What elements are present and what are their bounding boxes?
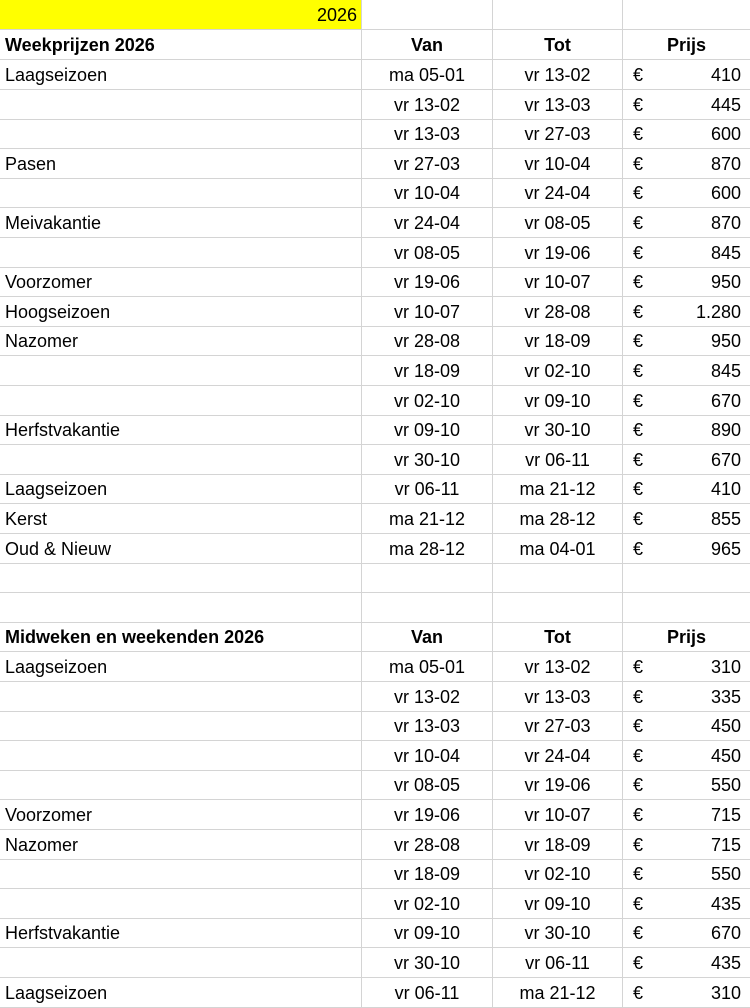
empty-row [0,563,750,593]
header-van[interactable]: Van [410,627,444,647]
season-cell[interactable] [0,445,361,474]
from-date-cell[interactable]: vr 13-03 [393,124,461,144]
price-cell[interactable] [623,978,750,1007]
from-date-cell[interactable]: vr 27-03 [393,154,461,174]
to-date-cell[interactable]: vr 27-03 [524,124,591,144]
euro-symbol: € [633,302,644,322]
price-cell[interactable] [623,830,750,859]
to-date-cell[interactable]: vr 02-10 [524,864,591,884]
from-date-cell[interactable]: ma 21-12 [388,509,466,529]
euro-symbol: € [633,864,644,884]
price-amount: 670 [710,923,741,943]
season-cell[interactable]: Laagseizoen [5,983,108,1003]
season-cell[interactable] [0,948,361,977]
from-date-cell[interactable]: vr 30-10 [393,953,461,973]
season-cell[interactable] [0,770,361,799]
to-date-cell[interactable]: vr 06-11 [525,953,590,973]
table-row [0,60,750,90]
to-date-cell[interactable]: vr 24-04 [524,183,591,203]
price-cell[interactable] [623,682,750,711]
euro-symbol: € [633,805,644,825]
season-cell[interactable]: Pasen [5,154,57,174]
header-prijs[interactable]: Prijs [666,627,707,647]
from-date-cell[interactable]: ma 05-01 [388,65,466,85]
price-cell[interactable] [623,178,750,207]
price-amount: 450 [710,716,741,736]
table-row [0,356,750,386]
season-cell[interactable] [0,741,361,770]
from-date-cell[interactable]: vr 13-02 [393,95,461,115]
to-date-cell[interactable]: vr 13-03 [524,687,591,707]
season-cell[interactable]: Voorzomer [5,272,93,292]
to-date-cell[interactable]: vr 13-02 [524,65,591,85]
euro-symbol: € [633,716,644,736]
euro-symbol: € [633,953,644,973]
price-cell[interactable] [623,119,750,148]
table-row [0,534,750,564]
euro-symbol: € [633,657,644,677]
from-date-cell[interactable]: vr 02-10 [393,894,461,914]
table-row [0,208,750,238]
from-date-cell[interactable]: vr 09-10 [393,420,461,440]
price-cell[interactable] [623,948,750,977]
price-amount: 335 [710,687,741,707]
to-date-cell[interactable]: ma 28-12 [519,509,596,529]
to-date-cell[interactable]: vr 10-04 [524,154,591,174]
to-date-cell[interactable]: vr 13-03 [524,95,591,115]
season-cell[interactable] [0,356,361,385]
euro-symbol: € [633,213,644,233]
from-date-cell[interactable]: vr 06-11 [394,983,460,1003]
to-date-cell[interactable]: vr 02-10 [524,361,591,381]
price-cell[interactable] [623,918,750,947]
season-cell[interactable]: Oud & Nieuw [5,539,112,559]
from-date-cell[interactable]: vr 06-11 [394,479,460,499]
from-date-cell[interactable]: vr 10-04 [393,746,461,766]
table-row [0,119,750,149]
price-cell[interactable] [623,297,750,326]
price-amount: 1.280 [695,302,741,322]
price-amount: 410 [710,65,741,85]
euro-symbol: € [633,95,644,115]
price-cell[interactable] [623,800,750,829]
to-date-cell[interactable]: ma 21-12 [519,983,596,1003]
from-date-cell[interactable]: vr 28-08 [393,835,461,855]
week-table-title[interactable]: Weekprijzen 2026 [5,35,155,55]
to-date-cell[interactable]: vr 24-04 [524,746,591,766]
to-date-cell[interactable]: vr 13-02 [524,657,591,677]
euro-symbol: € [633,923,644,943]
price-cell[interactable] [623,534,750,563]
season-cell[interactable] [0,682,361,711]
price-cell[interactable] [623,386,750,415]
euro-symbol: € [633,361,644,381]
table-row [0,711,750,741]
price-cell[interactable] [623,770,750,799]
table-row [0,267,750,297]
table-row [0,445,750,475]
header-tot[interactable]: Tot [544,627,571,647]
price-amount: 550 [710,864,741,884]
table-row [0,830,750,860]
price-cell[interactable] [623,267,750,296]
euro-symbol: € [633,391,644,411]
euro-symbol: € [633,272,644,292]
price-amount: 670 [710,391,741,411]
euro-symbol: € [633,539,644,559]
season-cell[interactable]: Voorzomer [5,805,93,825]
price-amount: 310 [710,983,741,1003]
to-date-cell[interactable]: vr 30-10 [524,420,591,440]
price-amount: 715 [710,805,741,825]
season-cell[interactable] [0,711,361,740]
price-amount: 890 [710,420,741,440]
table-row [0,652,750,682]
season-cell[interactable]: Meivakantie [5,213,102,233]
price-amount: 870 [710,213,741,233]
year-row [0,0,750,30]
price-amount: 670 [710,450,741,470]
table-row [0,90,750,120]
season-cell[interactable]: Herfstvakantie [5,420,121,440]
price-cell[interactable] [623,889,750,918]
week-table-header [0,30,750,60]
year-cell[interactable]: 2026 [0,0,361,29]
table-row [0,978,750,1008]
euro-symbol: € [633,183,644,203]
table-row [0,149,750,179]
season-cell[interactable]: Laagseizoen [5,65,108,85]
empty-row [0,593,750,623]
table-row [0,948,750,978]
price-amount: 870 [710,154,741,174]
price-amount: 965 [710,539,741,559]
season-cell[interactable] [0,889,361,918]
to-date-cell[interactable]: vr 28-08 [524,302,591,322]
price-amount: 410 [710,479,741,499]
euro-symbol: € [633,450,644,470]
euro-symbol: € [633,894,644,914]
table-row [0,889,750,919]
euro-symbol: € [633,154,644,174]
season-cell[interactable] [0,90,361,119]
price-amount: 445 [710,95,741,115]
euro-symbol: € [633,775,644,795]
price-amount: 600 [710,124,741,144]
table-row [0,178,750,208]
from-date-cell[interactable]: vr 18-09 [393,361,461,381]
to-date-cell[interactable]: vr 10-07 [524,272,591,292]
price-cell[interactable] [623,474,750,503]
season-cell[interactable]: Hoogseizoen [5,302,111,322]
header-prijs[interactable]: Prijs [666,35,707,55]
table-row [0,918,750,948]
table-row [0,238,750,268]
table-row [0,504,750,534]
price-cell[interactable] [623,149,750,178]
to-date-cell[interactable]: vr 18-09 [524,331,591,351]
midweek-table-header [0,622,750,652]
season-cell[interactable] [0,386,361,415]
euro-symbol: € [633,65,644,85]
from-date-cell[interactable]: vr 10-07 [393,302,461,322]
to-date-cell[interactable]: ma 04-01 [519,539,596,559]
from-date-cell[interactable]: vr 13-03 [393,716,461,736]
from-date-cell[interactable]: ma 28-12 [388,539,466,559]
price-amount: 950 [710,272,741,292]
table-row [0,770,750,800]
from-date-cell[interactable]: vr 02-10 [393,391,461,411]
to-date-cell[interactable]: vr 06-11 [525,450,590,470]
from-date-cell[interactable]: vr 08-05 [393,775,461,795]
to-date-cell[interactable]: ma 21-12 [519,479,596,499]
price-cell[interactable] [623,504,750,533]
from-date-cell[interactable]: vr 28-08 [393,331,461,351]
price-cell[interactable] [623,652,750,681]
price-amount: 550 [710,775,741,795]
to-date-cell[interactable]: vr 30-10 [524,923,591,943]
price-cell[interactable] [623,326,750,355]
season-cell[interactable]: Nazomer [5,835,79,855]
price-cell[interactable] [623,445,750,474]
euro-symbol: € [633,479,644,499]
to-date-cell[interactable]: vr 19-06 [524,775,591,795]
price-amount: 845 [710,243,741,263]
to-date-cell[interactable]: vr 19-06 [524,243,591,263]
header-van[interactable]: Van [410,35,444,55]
season-cell[interactable] [0,119,361,148]
from-date-cell[interactable]: vr 13-02 [393,687,461,707]
to-date-cell[interactable]: vr 09-10 [524,894,591,914]
from-date-cell[interactable]: vr 10-04 [393,183,461,203]
from-date-cell[interactable]: vr 08-05 [393,243,461,263]
from-date-cell[interactable]: ma 05-01 [388,657,466,677]
price-amount: 310 [710,657,741,677]
euro-symbol: € [633,835,644,855]
table-row [0,415,750,445]
price-cell[interactable] [623,356,750,385]
season-cell[interactable] [0,178,361,207]
table-row [0,386,750,416]
price-amount: 435 [710,894,741,914]
from-date-cell[interactable]: vr 09-10 [393,923,461,943]
euro-symbol: € [633,746,644,766]
euro-symbol: € [633,983,644,1003]
season-cell[interactable]: Laagseizoen [5,657,108,677]
season-cell[interactable]: Laagseizoen [5,479,108,499]
price-amount: 950 [710,331,741,351]
season-cell[interactable]: Nazomer [5,331,79,351]
price-amount: 855 [710,509,741,529]
price-amount: 435 [710,953,741,973]
season-cell[interactable]: Herfstvakantie [5,923,121,943]
euro-symbol: € [633,687,644,707]
table-row [0,859,750,889]
price-amount: 600 [710,183,741,203]
price-cell[interactable] [623,859,750,888]
table-row [0,800,750,830]
from-date-cell[interactable]: vr 19-06 [393,805,461,825]
price-amount: 715 [710,835,741,855]
price-cell[interactable] [623,741,750,770]
to-date-cell[interactable]: vr 10-07 [524,805,591,825]
euro-symbol: € [633,124,644,144]
table-row [0,474,750,504]
price-cell[interactable] [623,60,750,89]
header-tot[interactable]: Tot [544,35,571,55]
price-cell[interactable] [623,208,750,237]
midweek-table-title[interactable]: Midweken en weekenden 2026 [5,627,265,647]
from-date-cell[interactable]: vr 30-10 [393,450,461,470]
price-cell[interactable] [623,415,750,444]
season-cell[interactable]: Kerst [5,509,48,529]
table-row [0,297,750,327]
euro-symbol: € [633,509,644,529]
price-amount: 845 [710,361,741,381]
to-date-cell[interactable]: vr 08-05 [524,213,591,233]
season-cell[interactable] [0,238,361,267]
table-row [0,682,750,712]
price-cell[interactable] [623,238,750,267]
table-row [0,741,750,771]
price-amount: 450 [710,746,741,766]
from-date-cell[interactable]: vr 19-06 [393,272,461,292]
from-date-cell[interactable]: vr 24-04 [393,213,461,233]
to-date-cell[interactable]: vr 09-10 [524,391,591,411]
table-row [0,326,750,356]
from-date-cell[interactable]: vr 18-09 [393,864,461,884]
price-cell[interactable] [623,90,750,119]
euro-symbol: € [633,331,644,351]
price-cell[interactable] [623,711,750,740]
euro-symbol: € [633,420,644,440]
to-date-cell[interactable]: vr 18-09 [524,835,591,855]
to-date-cell[interactable]: vr 27-03 [524,716,591,736]
season-cell[interactable] [0,859,361,888]
euro-symbol: € [633,243,644,263]
